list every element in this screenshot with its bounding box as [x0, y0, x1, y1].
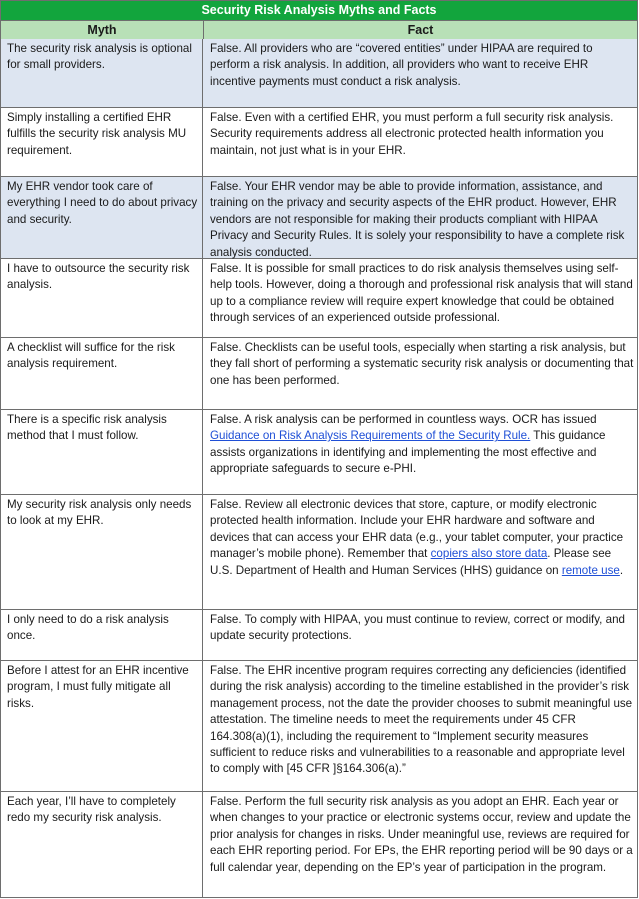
table-row — [0, 177, 638, 259]
table-row — [0, 495, 638, 610]
remote-use-link[interactable]: remote use — [561, 563, 620, 577]
table-row — [0, 259, 638, 338]
table-row — [0, 39, 638, 108]
fact-cell: False. Review all electronic devices that store, capture, or modify electronic protected health information. Include your EHR hardware and software and devices that can access your EHR data (e.g., your tablet computer, your practice manager’s mobile phone). Remember that copiers also store data. Please see U.S. Department of Health and Human Services (HHS) guidance on remote use. — [210, 498, 624, 577]
myth-cell: The security risk analysis is optional for small providers. — [1, 39, 203, 107]
fact-cell: False. The EHR incentive program requires correcting any deficiencies (identified during the risk analysis) according to the timeline established in the provider’s risk management process, not the date the provider chooses to submit meaningful use attestation. The timeline needs to meet the requirements under 45 CFR 164.308(a)(1), including the requirement to “Implement security measures sufficient to reduce risks and vulnerabilities to a reasonable and appropriate level to comply with [45 CFR ]§164.306(a).” — [210, 664, 633, 776]
table-row — [0, 610, 638, 661]
table-row — [0, 410, 638, 495]
column-header-myth: Myth — [1, 21, 204, 39]
table-title: Security Risk Analysis Myths and Facts — [0, 0, 638, 20]
table-row — [0, 338, 638, 410]
myth-cell: I only need to do a risk analysis once. — [1, 610, 203, 660]
myth-cell: My EHR vendor took care of everything I need to do about privacy and security. — [1, 177, 203, 258]
fact-cell: False. Checklists can be useful tools, especially when starting a risk analysis, but they fall short of performing a systematic security risk analysis or documenting that one has been performed. — [210, 341, 634, 387]
fact-cell: False. Perform the full security risk analysis as you adopt an EHR. Each year or when changes to your practice or electronic systems occur, review and update the prior analysis for changes in risks. Under meaningful use, reviews are required for each EHR reporting period. For EPs, the EHR reporting period will be 90 days or a full calendar year, depending on the EP’s year of participation in the program. — [210, 795, 633, 874]
copiers-link[interactable]: copiers also store data — [430, 547, 548, 561]
myth-cell: A checklist will suffice for the risk analysis requirement. — [1, 338, 203, 409]
fact-cell: False. All providers who are “covered entities” under HIPAA are required to perform a risk analysis. In addition, all providers who want to receive EHR incentive payments must conduct a risk analysis. — [210, 42, 593, 88]
table-row — [0, 108, 638, 177]
fact-cell: False. Even with a certified EHR, you must perform a full security risk analysis. Security requirements address all electronic protected health information you maintain, not just what is in your EHR. — [210, 111, 614, 157]
myth-cell: Before I attest for an EHR incentive program, I must fully mitigate all risks. — [1, 661, 203, 791]
table-header-row — [0, 20, 638, 40]
table-row — [0, 792, 638, 898]
column-header-fact: Fact — [407, 23, 434, 37]
myth-cell: I have to outsource the security risk analysis. — [1, 259, 203, 337]
fact-cell: False. Your EHR vendor may be able to provide information, assistance, and training on the privacy and security aspects of the EHR product. However, EHR vendors are not responsible for making their products compliant with HIPAA Privacy and Security Rules. It is solely your responsibility to have a complete risk analysis conducted. — [210, 180, 625, 259]
myth-cell: There is a specific risk analysis method that I must follow. — [1, 410, 203, 494]
myth-cell: Each year, I’ll have to completely redo my security risk analysis. — [1, 792, 203, 897]
fact-cell: False. To comply with HIPAA, you must continue to review, correct or modify, and update security protections. — [210, 613, 625, 643]
table-row — [0, 661, 638, 792]
guidance-link[interactable]: Guidance on Risk Analysis Requirements of the Security Rule. — [210, 429, 531, 443]
myth-cell: Simply installing a certified EHR fulfills the security risk analysis MU requirement. — [1, 108, 203, 176]
fact-cell: False. A risk analysis can be performed in countless ways. OCR has issued Guidance on Risk Analysis Requirements of the Security Rule. This guidance assists organizations in identifying and implementing the most effective and appropriate safeguards to secure e-PHI. — [210, 413, 606, 476]
myth-cell: My security risk analysis only needs to look at my EHR. — [1, 495, 203, 609]
fact-cell: False. It is possible for small practices to do risk analysis themselves using self-help tools. However, doing a thorough and professional risk analysis that will stand up to a compliance review will require expert knowledge that could be obtained through services of an experienced outside professional. — [210, 262, 633, 325]
